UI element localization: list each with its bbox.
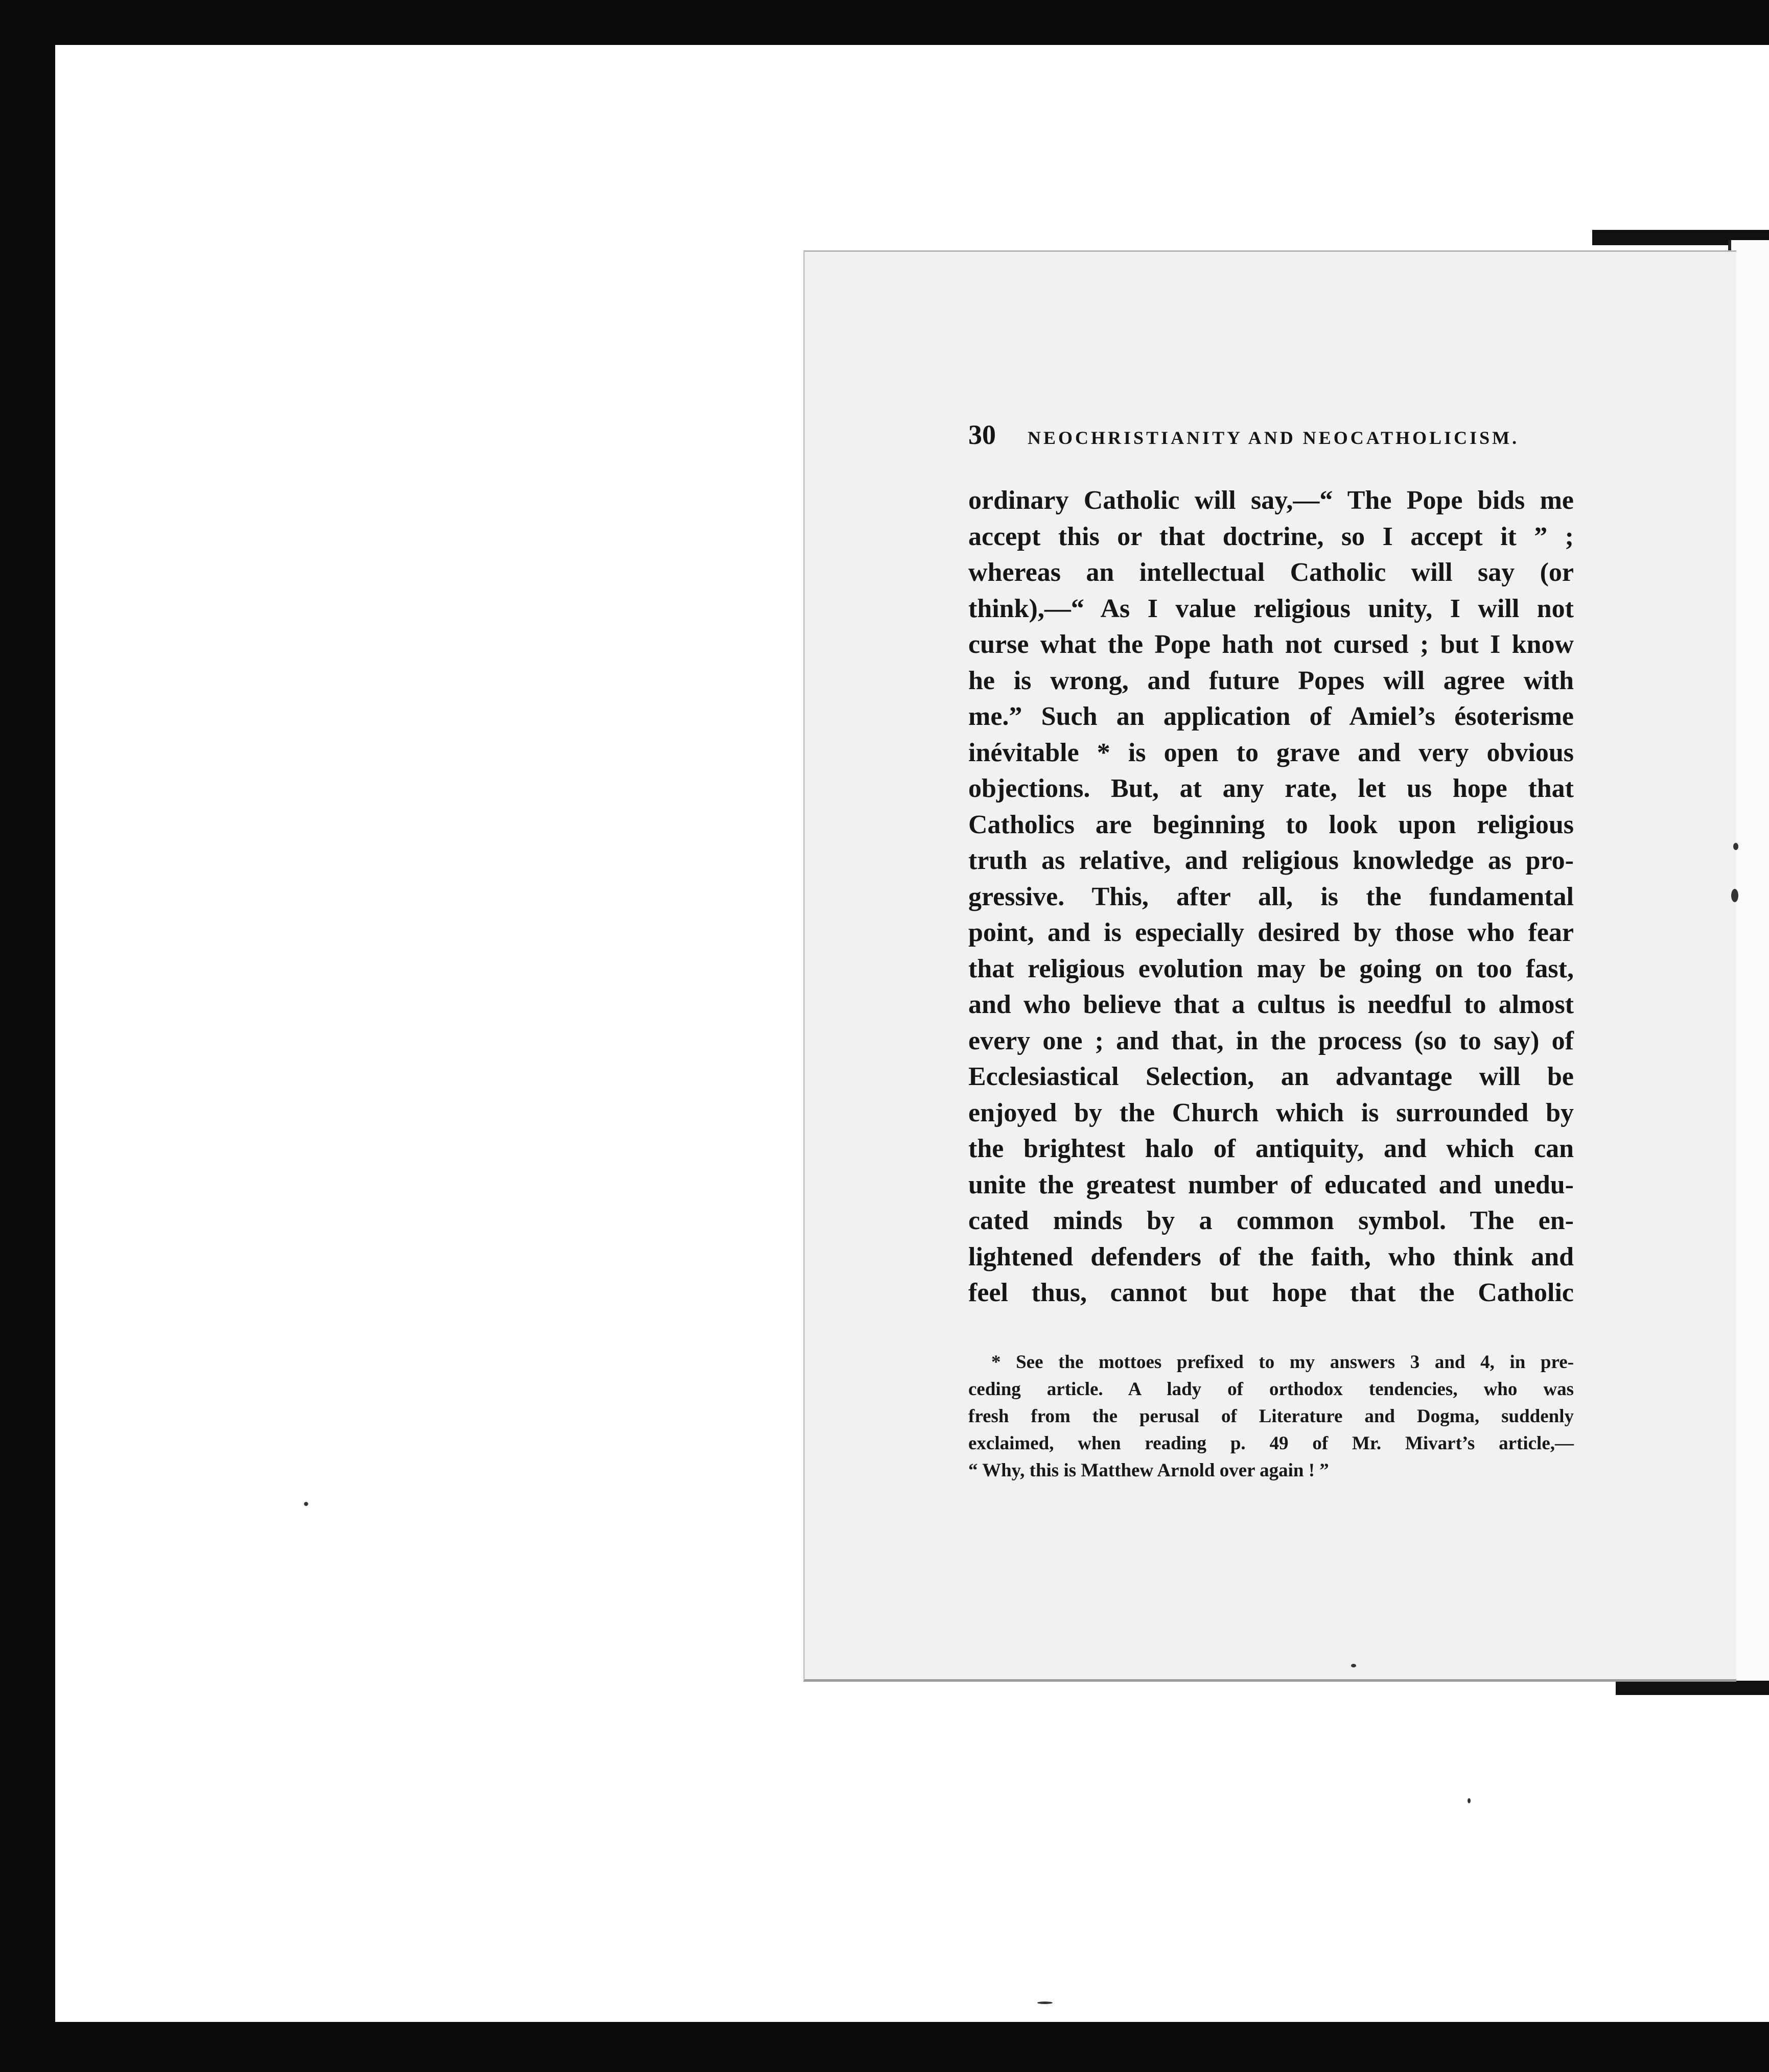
body-line: point, and is especially desired by those who fear xyxy=(968,918,1574,947)
body-line: Ecclesiastical Selection, an advantage will be xyxy=(968,1062,1574,1091)
dust-speck xyxy=(1351,1664,1356,1667)
footnote-line: “ Why, this is Matthew Arnold over again ! ” xyxy=(968,1460,1329,1481)
body-text xyxy=(968,483,1574,1311)
body-line: inévitable * is open to grave and very obvious xyxy=(968,738,1574,767)
dust-speck xyxy=(1468,1798,1471,1803)
body-line: he is wrong, and future Popes will agree with xyxy=(968,666,1574,695)
body-line: lightened defenders of the faith, who think and xyxy=(968,1242,1574,1272)
body-line: unite the greatest number of educated and unedu- xyxy=(968,1170,1574,1199)
body-line: objections. But, at any rate, let us hope that xyxy=(968,774,1574,803)
body-line: cated minds by a common symbol. The en- xyxy=(968,1206,1574,1235)
dust-speck xyxy=(1731,889,1738,902)
footnote-line: * See the mottoes prefixed to my answers 3 and 4, in pre- xyxy=(991,1352,1574,1373)
footnote-line: exclaimed, when reading p. 49 of Mr. Mivart’s article,— xyxy=(968,1433,1574,1454)
body-line: accept this or that doctrine, so I accept it ” ; xyxy=(968,522,1574,551)
dust-speck xyxy=(1733,843,1738,850)
running-head xyxy=(968,419,1574,451)
body-line: truth as relative, and religious knowledge as pro- xyxy=(968,846,1574,875)
footnote-line: ceding article. A lady of orthodox tendencies, who was xyxy=(968,1379,1574,1400)
footnote xyxy=(968,1349,1574,1484)
body-line: gressive. This, after all, is the fundamental xyxy=(968,882,1574,911)
body-line: every one ; and that, in the process (so to say) of xyxy=(968,1026,1574,1055)
body-line: and who believe that a cultus is needful to almost xyxy=(968,990,1574,1019)
body-line: me.” Such an application of Amiel’s ésoterisme xyxy=(968,702,1574,731)
dust-speck xyxy=(1037,2002,1053,2004)
body-line: enjoyed by the Church which is surrounded by xyxy=(968,1098,1574,1127)
page-number: 30 xyxy=(968,419,996,450)
running-title: NEOCHRISTIANITY AND NEOCATHOLICISM. xyxy=(1028,428,1520,448)
dust-speck xyxy=(304,1502,308,1506)
body-line: ordinary Catholic will say,—“ The Pope bids me xyxy=(968,486,1574,515)
body-line: that religious evolution may be going on too fast, xyxy=(968,954,1574,983)
body-line: curse what the Pope hath not cursed ; but I know xyxy=(968,630,1574,659)
footnote-line: fresh from the perusal of Literature and Dogma, suddenly xyxy=(968,1406,1574,1427)
body-line: feel thus, cannot but hope that the Catholic xyxy=(968,1278,1574,1307)
body-line: the brightest halo of antiquity, and which can xyxy=(968,1134,1574,1163)
body-line: think),—“ As I value religious unity, I will not xyxy=(968,594,1574,623)
body-line: Catholics are beginning to look upon religious xyxy=(968,810,1574,839)
body-line: whereas an intellectual Catholic will say (or xyxy=(968,558,1574,587)
